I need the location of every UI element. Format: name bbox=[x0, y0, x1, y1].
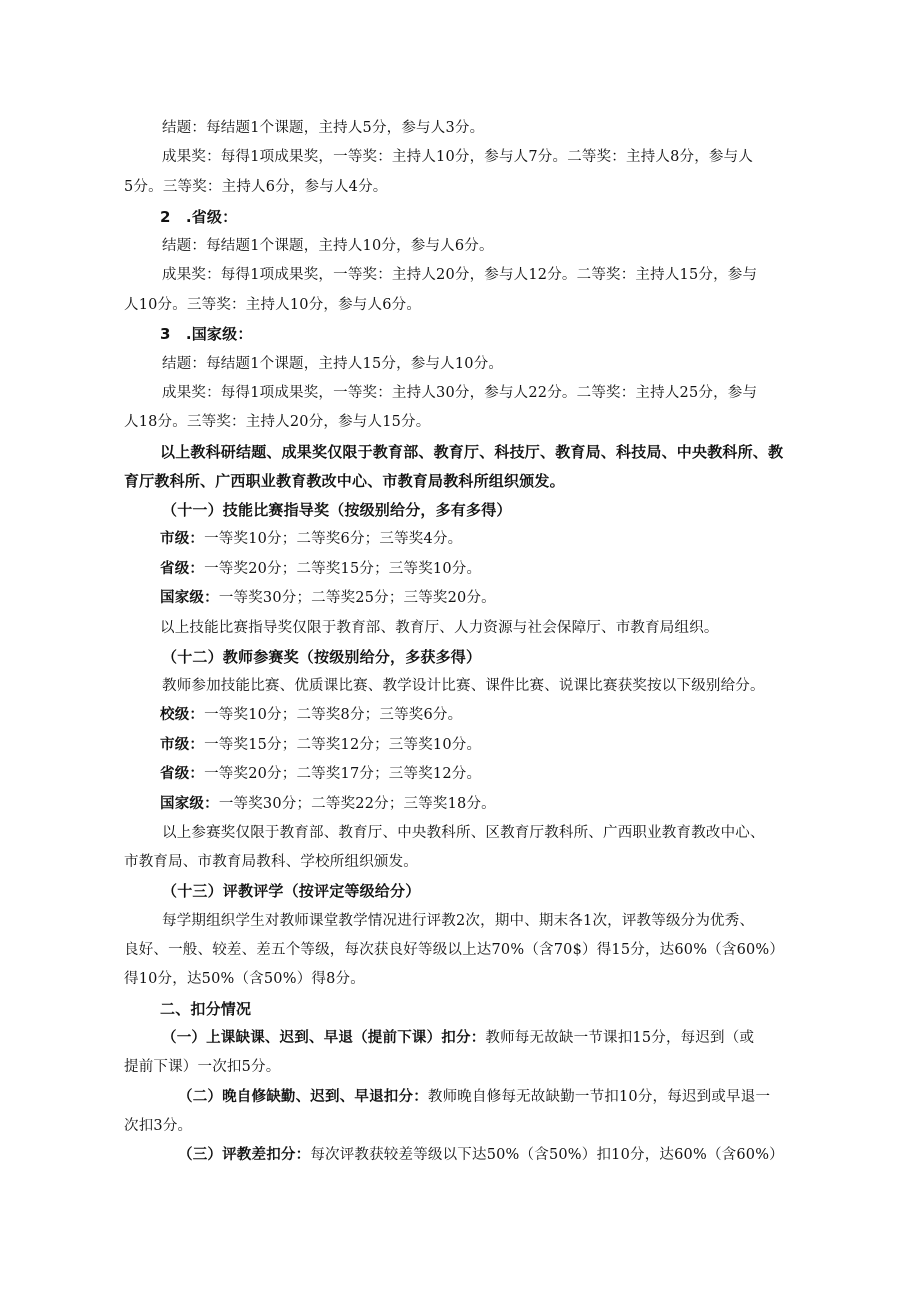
text-line-10 bbox=[162, 382, 920, 404]
line-text: 一等奖10分；二等奖6分；三等奖4分。 bbox=[204, 531, 463, 547]
text-line-24 bbox=[160, 793, 920, 815]
deduction-label: （一）上课缺课、迟到、早退（提前下课）扣分： bbox=[162, 1030, 486, 1046]
text-line-34 bbox=[178, 1086, 920, 1108]
line-text: 得10分，达50%（含50%）得8分。 bbox=[124, 971, 365, 987]
line-text: 一等奖20分；二等奖17分；三等奖12分。 bbox=[204, 766, 482, 782]
text-line-13 bbox=[124, 470, 920, 492]
text-line-32 bbox=[162, 1027, 920, 1049]
line-text: 育厅教科所、广西职业教育教改中心、市教育局教科所组织颁发。 bbox=[124, 472, 565, 490]
text-line-11 bbox=[124, 411, 920, 433]
line-text: 教师每无故缺一节课扣15分，每迟到（或 bbox=[485, 1030, 755, 1046]
line-text: 教师参加技能比赛、优质课比赛、教学设计比赛、课件比赛、说课比赛获奖按以下级别给分。 bbox=[162, 678, 765, 694]
line-text: 一等奖30分；二等奖25分；三等奖20分。 bbox=[218, 590, 496, 606]
deduction-label: （三）评教差扣分： bbox=[178, 1147, 311, 1163]
heading-deductions bbox=[160, 998, 920, 1020]
text-line-12 bbox=[160, 441, 920, 463]
heading-provincial bbox=[160, 206, 920, 228]
line-text: 结题：每结题1个课题，主持人15分，参与人10分。 bbox=[162, 356, 504, 372]
line-text: 每次评教获较差等级以下达50%（含50%）扣10分，达60%（含60%） bbox=[310, 1147, 784, 1163]
line-text: 二、扣分情况 bbox=[160, 1000, 252, 1018]
line-text: 5分。三等奖：主持人6分，参与人4分。 bbox=[124, 179, 388, 195]
heading-section-13 bbox=[162, 880, 920, 902]
level-label: 国家级： bbox=[160, 590, 219, 606]
text-line-5 bbox=[162, 235, 920, 257]
line-text: 人18分。三等奖：主持人20分，参与人15分。 bbox=[124, 414, 431, 430]
level-label: 市级： bbox=[160, 531, 205, 547]
heading-national bbox=[160, 323, 920, 345]
text-line-25 bbox=[162, 822, 920, 844]
text-line-7 bbox=[124, 294, 920, 316]
text-line-3 bbox=[124, 176, 920, 198]
level-label: 市级： bbox=[160, 737, 205, 753]
line-text: 3 .国家级： bbox=[160, 325, 253, 343]
line-text: 市教育局、市教育局教科、学校所组织颁发。 bbox=[124, 854, 418, 870]
line-text: 良好、一般、较差、差五个等级，每次获良好等级以上达70%（含70$）得15分，达60%（含60%） bbox=[124, 942, 785, 958]
line-text: 每学期组织学生对教师课堂教学情况进行评教2次，期中、期末各1次，评教等级分为优秀、 bbox=[162, 913, 755, 929]
line-text: 次扣3分。 bbox=[124, 1118, 193, 1134]
level-label: 校级： bbox=[160, 707, 205, 723]
level-label: 国家级： bbox=[160, 796, 219, 812]
heading-section-11 bbox=[162, 499, 920, 521]
text-line-2 bbox=[162, 146, 920, 168]
text-line-20 bbox=[162, 675, 920, 697]
deduction-label: （二）晚自修缺勤、迟到、早退扣分： bbox=[178, 1089, 428, 1105]
text-line-6 bbox=[162, 264, 920, 286]
line-text: 成果奖：每得1项成果奖，一等奖：主持人20分，参与人12分。二等奖：主持人15分，参与 bbox=[162, 267, 758, 283]
line-text: 提前下课）一次扣5分。 bbox=[124, 1059, 281, 1075]
text-line-29 bbox=[124, 939, 920, 961]
line-text: 人10分。三等奖：主持人10分，参与人6分。 bbox=[124, 297, 422, 313]
text-line-22 bbox=[160, 734, 920, 756]
line-text: 教师晚自修每无故缺勤一节扣10分，每迟到或早退一 bbox=[427, 1089, 771, 1105]
line-text: （十三）评教评学（按评定等级给分） bbox=[162, 882, 421, 900]
text-line-23 bbox=[160, 763, 920, 785]
line-text: 结题：每结题1个课题，主持人5分，参与人3分。 bbox=[162, 120, 485, 136]
line-text: 结题：每结题1个课题，主持人10分，参与人6分。 bbox=[162, 238, 494, 254]
text-line-16 bbox=[160, 558, 920, 580]
line-text: 以上技能比赛指导奖仅限于教育部、教育厅、人力资源与社会保障厅、市教育局组织。 bbox=[160, 620, 719, 636]
text-line-9 bbox=[162, 353, 920, 375]
text-line-17 bbox=[160, 587, 920, 609]
text-line-26 bbox=[124, 851, 920, 873]
line-text: 一等奖20分；二等奖15分；三等奖10分。 bbox=[204, 561, 482, 577]
level-label: 省级： bbox=[160, 766, 205, 782]
text-line-30 bbox=[124, 968, 920, 990]
line-text: （十二）教师参赛奖（按级别给分，多获多得） bbox=[162, 648, 482, 666]
text-line-35 bbox=[124, 1115, 920, 1137]
line-text: 以上教科研结题、成果奖仅限于教育部、教育厅、科技厅、教育局、科技局、中央教科所、教 bbox=[160, 443, 784, 461]
text-line-15 bbox=[160, 528, 920, 550]
level-label: 省级： bbox=[160, 561, 205, 577]
heading-section-12 bbox=[162, 646, 920, 668]
text-line-18 bbox=[160, 617, 920, 639]
text-line-33 bbox=[124, 1056, 920, 1078]
line-text: 以上参赛奖仅限于教育部、教育厅、中央教科所、区教育厅教科所、广西职业教育教改中心、 bbox=[162, 825, 765, 841]
text-line-28 bbox=[162, 910, 920, 932]
text-line-36 bbox=[178, 1144, 920, 1166]
text-line-1 bbox=[162, 117, 920, 139]
line-text: 2 .省级： bbox=[160, 208, 238, 226]
line-text: 成果奖：每得1项成果奖，一等奖：主持人10分，参与人7分。二等奖：主持人8分，参与人 bbox=[162, 149, 754, 165]
line-text: （十一）技能比赛指导奖（按级别给分，多有多得） bbox=[162, 501, 512, 519]
line-text: 成果奖：每得1项成果奖，一等奖：主持人30分，参与人22分。二等奖：主持人25分，参与 bbox=[162, 385, 758, 401]
line-text: 一等奖30分；二等奖22分；三等奖18分。 bbox=[218, 796, 496, 812]
line-text: 一等奖10分；二等奖8分；三等奖6分。 bbox=[204, 707, 463, 723]
text-line-21 bbox=[160, 704, 920, 726]
line-text: 一等奖15分；二等奖12分；三等奖10分。 bbox=[204, 737, 482, 753]
